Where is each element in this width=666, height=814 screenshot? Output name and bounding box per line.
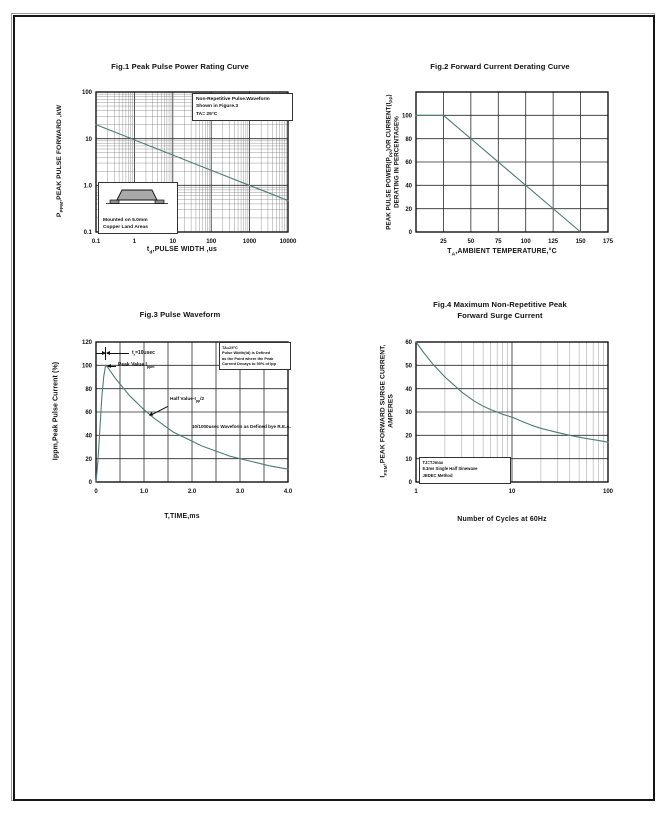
half-value-label: Half Value-$I_{pp}/2$ — [170, 397, 205, 403]
y-tick-label: 50 — [405, 363, 412, 370]
figure-3-x-axis-label: T,TIME,ms — [164, 513, 200, 520]
figure-2-title: Fig.2 Forward Current Derating Curve — [430, 62, 570, 71]
peak-value-arrow — [108, 366, 116, 367]
x-tick-label: 125 — [548, 239, 559, 245]
y-tick-label: 0 — [408, 480, 412, 487]
x-tick-label: 1000 — [242, 239, 257, 245]
figure-2-y-axis-label — [385, 94, 401, 229]
y-axis-label-line: AMPERES — [388, 394, 395, 428]
y-tick-label: 60 — [85, 410, 92, 417]
note-line: Current Decays to 50% of Ipp — [222, 361, 277, 367]
x-tick-label: 150 — [575, 239, 586, 245]
figure-1-title: Fig.1 Peak Pulse Power Rating Curve — [111, 62, 249, 71]
figure-1-package-inset — [98, 182, 178, 234]
figure-4-surge-current — [360, 297, 640, 537]
figure-3-title: Fig.3 Pulse Waveform — [139, 310, 221, 319]
smd-package-icon — [100, 185, 174, 209]
y-axis-label-line: DERATING IN PERCENTAGE% — [393, 116, 400, 208]
y-tick-label: 20 — [405, 206, 412, 213]
y-tick-label: 60 — [405, 160, 412, 167]
x-tick-label: 100 — [206, 239, 217, 245]
y-axis-label-line: $I_{FSM},PEAK$ FORWARD SURGE CURRENT, — [379, 344, 389, 478]
x-tick-label: 75 — [494, 239, 502, 245]
tr-label: $t_r=10usec$ — [132, 349, 155, 357]
x-tick-label: 0 — [94, 489, 98, 495]
y-tick-label: 40 — [85, 433, 92, 440]
y-tick-label: 120 — [81, 340, 92, 347]
y-tick-label: 60 — [405, 340, 412, 347]
note-line: TA= 25°C — [196, 111, 218, 117]
x-tick-label: 10000 — [279, 239, 297, 245]
inset-line: Copper Land Areas — [103, 225, 148, 231]
y-tick-label: 100 — [81, 90, 92, 97]
x-tick-label: 175 — [602, 239, 614, 245]
note-line: JEDEC Method — [422, 472, 453, 478]
peak-value-label: Peak Value $I_{ppm}$ — [118, 362, 155, 369]
figure-4-title-line1: Fig.4 Maximum Non-Repetitive Peak — [433, 300, 567, 309]
y-tick-label: 100 — [81, 363, 92, 370]
figure-3-note-box — [219, 342, 291, 370]
y-axis-label-line: PEAK PULSE $POWER(P_{PP})OR$ $CURRENT(I_{PP})$ — [385, 94, 394, 230]
y-tick-label: 40 — [405, 183, 412, 190]
x-tick-label: 1 — [132, 239, 137, 245]
x-tick-label: 1.0 — [139, 489, 149, 495]
figure-4-note-box — [419, 457, 511, 484]
y-tick-label: 0 — [88, 480, 92, 487]
y-tick-label: 10 — [405, 456, 412, 463]
inset-line: Mounted on 5.0mm — [103, 218, 148, 223]
figure-2-plot — [386, 86, 618, 252]
figure-4-y-axis-label — [380, 344, 397, 477]
note-line: Non-Repetitive Pulse.Waveform — [196, 97, 270, 102]
figure-1-x-axis-label: $t_d,PULSE$ WIDTH ,us — [146, 246, 218, 256]
figure-4-title-line2: Forward Surge Current — [457, 311, 543, 320]
note-line: Shown in Figure.3 — [196, 104, 239, 110]
figure-3-y-axis-label: Ippm,Peak Pulse Current (%) — [52, 361, 60, 461]
y-tick-label: 80 — [405, 136, 412, 143]
note-line: TA=25°C — [222, 344, 238, 350]
note-line: TJ=TJmax — [422, 460, 444, 465]
rea-waveform-note: 10/1000usec Waveform as Defined bye R.E.A. — [192, 424, 291, 429]
figure-1-y-axis-label: $P_{PPM},PEAK$ PULSE FORWARD ,kW — [55, 104, 66, 218]
y-tick-label: 100 — [401, 113, 412, 120]
x-tick-label: 4.0 — [283, 489, 293, 495]
figure-3-pulse-waveform — [40, 297, 320, 537]
x-tick-label: 50 — [467, 239, 475, 245]
figure-1-note-box — [192, 93, 293, 121]
x-tick-label: 25 — [440, 239, 447, 245]
x-tick-label: 100 — [520, 239, 531, 245]
x-tick-label: 0.1 — [91, 239, 101, 245]
y-tick-label: 1.0 — [83, 183, 92, 190]
figure-2-forward-current-derating — [360, 55, 640, 295]
y-tick-label: 10 — [85, 136, 92, 143]
figure-4-x-axis-label: Number of Cycles at 60Hz — [457, 516, 547, 523]
note-line: Pulse Width(td) is Defined — [222, 350, 271, 356]
figure-1-peak-pulse-power — [40, 55, 320, 295]
tr-width-arrow — [96, 353, 105, 354]
y-tick-label: 40 — [405, 386, 412, 393]
x-tick-label: 2.0 — [187, 489, 197, 495]
y-tick-label: 20 — [85, 456, 92, 463]
figure-2-x-axis-label: $T_A,AMBIENT$ TEMPERATURE,°C — [447, 248, 557, 258]
note-line: as the Point where the Peak — [222, 355, 274, 361]
figure-4-title — [360, 299, 640, 321]
y-tick-label: 0 — [408, 230, 412, 237]
y-tick-label: 20 — [405, 433, 412, 440]
x-tick-label: 100 — [602, 489, 614, 495]
x-tick-label: 10 — [169, 239, 177, 245]
x-tick-label: 3.0 — [235, 489, 245, 495]
y-tick-label: 0.1 — [83, 230, 92, 237]
x-tick-label: 10 — [508, 489, 516, 495]
x-tick-label: 1 — [414, 489, 418, 495]
note-line: 8.3ms Single Half Sinewave — [422, 466, 478, 472]
tr-label-arrow — [107, 353, 129, 354]
y-tick-label: 30 — [405, 410, 412, 417]
y-tick-label: 80 — [85, 386, 92, 393]
